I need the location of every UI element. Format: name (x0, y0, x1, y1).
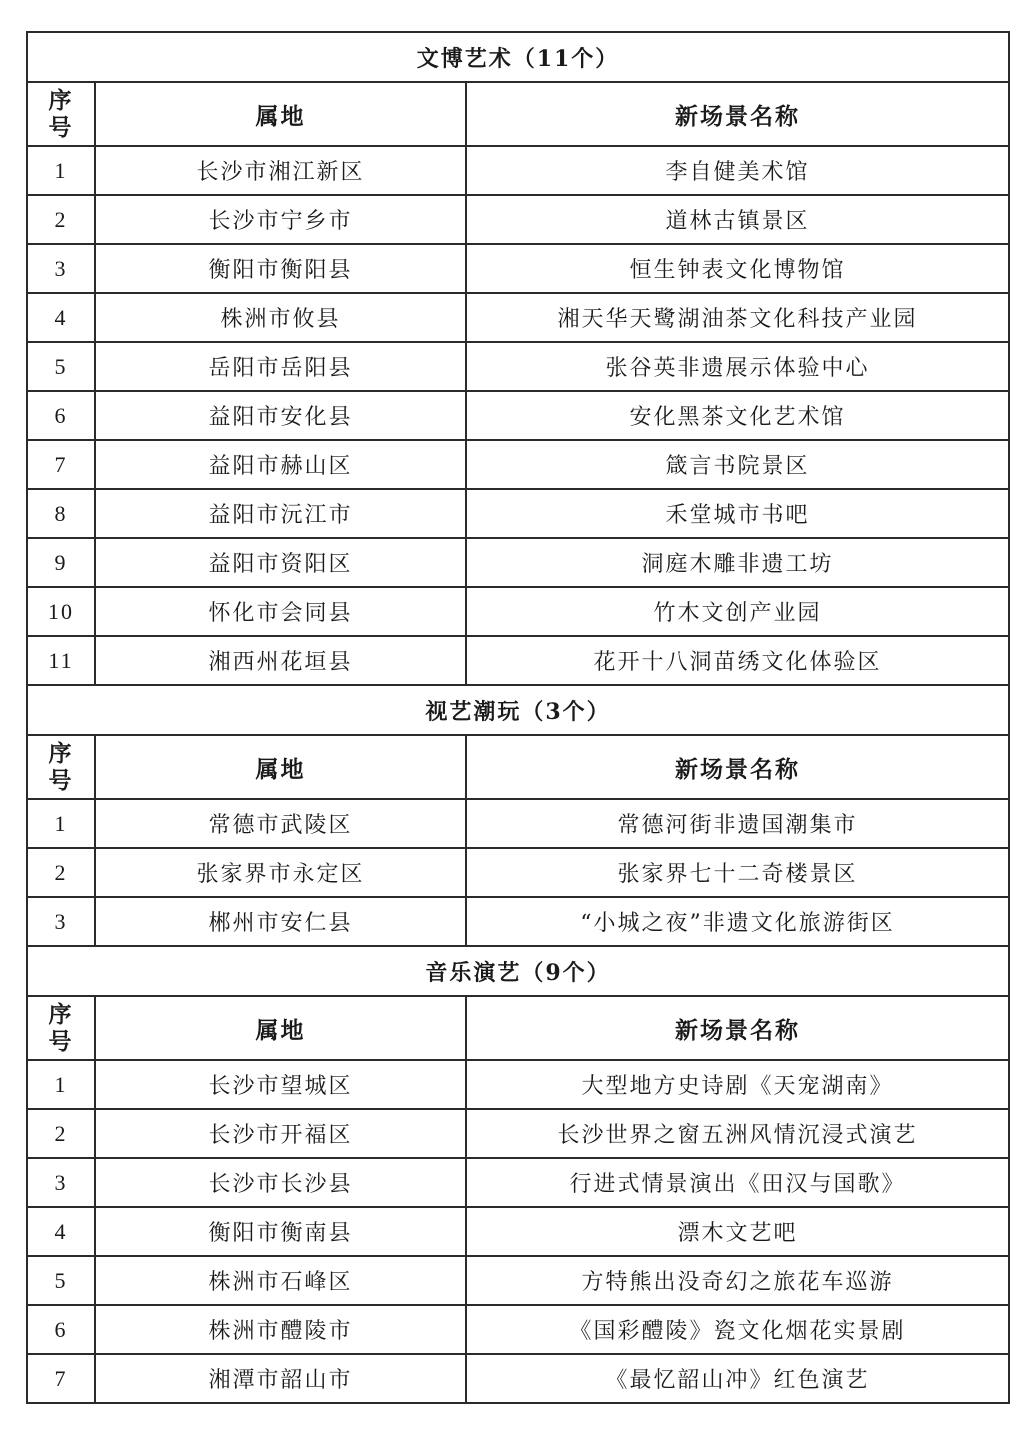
row-region: 长沙市开福区 (95, 1109, 466, 1158)
row-region: 长沙市长沙县 (95, 1158, 466, 1207)
table-row (27, 1354, 1009, 1403)
row-region: 益阳市沅江市 (95, 489, 466, 538)
row-seq: 1 (27, 146, 95, 195)
row-scene-name: 张谷英非遗展示体验中心 (466, 342, 1009, 391)
row-scene-name: 李自健美术馆 (466, 146, 1009, 195)
row-region: 张家界市永定区 (95, 848, 466, 897)
table-row (27, 1158, 1009, 1207)
table-row (27, 391, 1009, 440)
row-seq: 3 (27, 244, 95, 293)
row-scene-name: “小城之夜”非遗文化旅游街区 (466, 897, 1009, 946)
row-region: 长沙市湘江新区 (95, 146, 466, 195)
header-seq: 序 号 (27, 996, 95, 1060)
table-row (27, 636, 1009, 685)
table-row (27, 799, 1009, 848)
row-scene-name: 《最忆韶山冲》红色演艺 (466, 1354, 1009, 1403)
table-row (27, 1256, 1009, 1305)
table-row (27, 1207, 1009, 1256)
row-region: 益阳市安化县 (95, 391, 466, 440)
row-scene-name: 行进式情景演出《田汉与国歌》 (466, 1158, 1009, 1207)
header-region: 属地 (95, 735, 466, 799)
column-header-row (27, 996, 1009, 1060)
row-seq: 4 (27, 1207, 95, 1256)
row-scene-name: 禾堂城市书吧 (466, 489, 1009, 538)
section-title: 视艺潮玩（3个） (27, 685, 1009, 735)
row-seq: 1 (27, 1060, 95, 1109)
row-seq: 8 (27, 489, 95, 538)
table-row (27, 244, 1009, 293)
header-scene-name: 新场景名称 (466, 82, 1009, 146)
header-seq: 序 号 (27, 82, 95, 146)
column-header-row (27, 735, 1009, 799)
row-region: 湘西州花垣县 (95, 636, 466, 685)
row-region: 郴州市安仁县 (95, 897, 466, 946)
row-seq: 3 (27, 1158, 95, 1207)
row-scene-name: 常德河街非遗国潮集市 (466, 799, 1009, 848)
section-title-row (27, 32, 1009, 82)
row-seq: 5 (27, 342, 95, 391)
row-scene-name: 安化黑茶文化艺术馆 (466, 391, 1009, 440)
table-row (27, 587, 1009, 636)
row-scene-name: 花开十八洞苗绣文化体验区 (466, 636, 1009, 685)
table-row (27, 195, 1009, 244)
row-scene-name: 洞庭木雕非遗工坊 (466, 538, 1009, 587)
table-row (27, 1109, 1009, 1158)
row-scene-name: 《国彩醴陵》瓷文化烟花实景剧 (466, 1305, 1009, 1354)
scene-list-table (26, 31, 1010, 1404)
row-seq: 10 (27, 587, 95, 636)
row-scene-name: 恒生钟表文化博物馆 (466, 244, 1009, 293)
table-row (27, 848, 1009, 897)
row-region: 岳阳市岳阳县 (95, 342, 466, 391)
row-region: 衡阳市衡阳县 (95, 244, 466, 293)
table-row (27, 440, 1009, 489)
row-seq: 5 (27, 1256, 95, 1305)
header-scene-name: 新场景名称 (466, 735, 1009, 799)
document-page (26, 31, 1008, 1404)
column-header-row (27, 82, 1009, 146)
row-seq: 11 (27, 636, 95, 685)
table-row (27, 538, 1009, 587)
row-seq: 2 (27, 195, 95, 244)
row-seq: 6 (27, 391, 95, 440)
table-row (27, 897, 1009, 946)
row-seq: 9 (27, 538, 95, 587)
row-region: 常德市武陵区 (95, 799, 466, 848)
table-body (27, 32, 1009, 1403)
section-title-row (27, 685, 1009, 735)
row-region: 湘潭市韶山市 (95, 1354, 466, 1403)
row-region: 益阳市资阳区 (95, 538, 466, 587)
row-scene-name: 张家界七十二奇楼景区 (466, 848, 1009, 897)
section-title: 文博艺术（11个） (27, 32, 1009, 82)
table-row (27, 1060, 1009, 1109)
row-seq: 7 (27, 1354, 95, 1403)
row-region: 衡阳市衡南县 (95, 1207, 466, 1256)
row-seq: 2 (27, 1109, 95, 1158)
header-region: 属地 (95, 82, 466, 146)
section-title: 音乐演艺（9个） (27, 946, 1009, 996)
row-region: 益阳市赫山区 (95, 440, 466, 489)
row-seq: 3 (27, 897, 95, 946)
row-region: 长沙市宁乡市 (95, 195, 466, 244)
row-scene-name: 竹木文创产业园 (466, 587, 1009, 636)
row-seq: 2 (27, 848, 95, 897)
section-title-row (27, 946, 1009, 996)
row-scene-name: 方特熊出没奇幻之旅花车巡游 (466, 1256, 1009, 1305)
row-scene-name: 湘天华天鹭湖油茶文化科技产业园 (466, 293, 1009, 342)
row-seq: 4 (27, 293, 95, 342)
header-scene-name: 新场景名称 (466, 996, 1009, 1060)
row-region: 株洲市攸县 (95, 293, 466, 342)
header-region: 属地 (95, 996, 466, 1060)
row-seq: 7 (27, 440, 95, 489)
row-region: 株洲市石峰区 (95, 1256, 466, 1305)
row-seq: 1 (27, 799, 95, 848)
row-scene-name: 道林古镇景区 (466, 195, 1009, 244)
row-scene-name: 箴言书院景区 (466, 440, 1009, 489)
table-row (27, 146, 1009, 195)
row-scene-name: 漂木文艺吧 (466, 1207, 1009, 1256)
row-scene-name: 长沙世界之窗五洲风情沉浸式演艺 (466, 1109, 1009, 1158)
table-row (27, 293, 1009, 342)
header-seq: 序 号 (27, 735, 95, 799)
table-row (27, 1305, 1009, 1354)
row-seq: 6 (27, 1305, 95, 1354)
row-region: 怀化市会同县 (95, 587, 466, 636)
row-region: 株洲市醴陵市 (95, 1305, 466, 1354)
table-row (27, 342, 1009, 391)
row-region: 长沙市望城区 (95, 1060, 466, 1109)
row-scene-name: 大型地方史诗剧《天宠湖南》 (466, 1060, 1009, 1109)
table-row (27, 489, 1009, 538)
